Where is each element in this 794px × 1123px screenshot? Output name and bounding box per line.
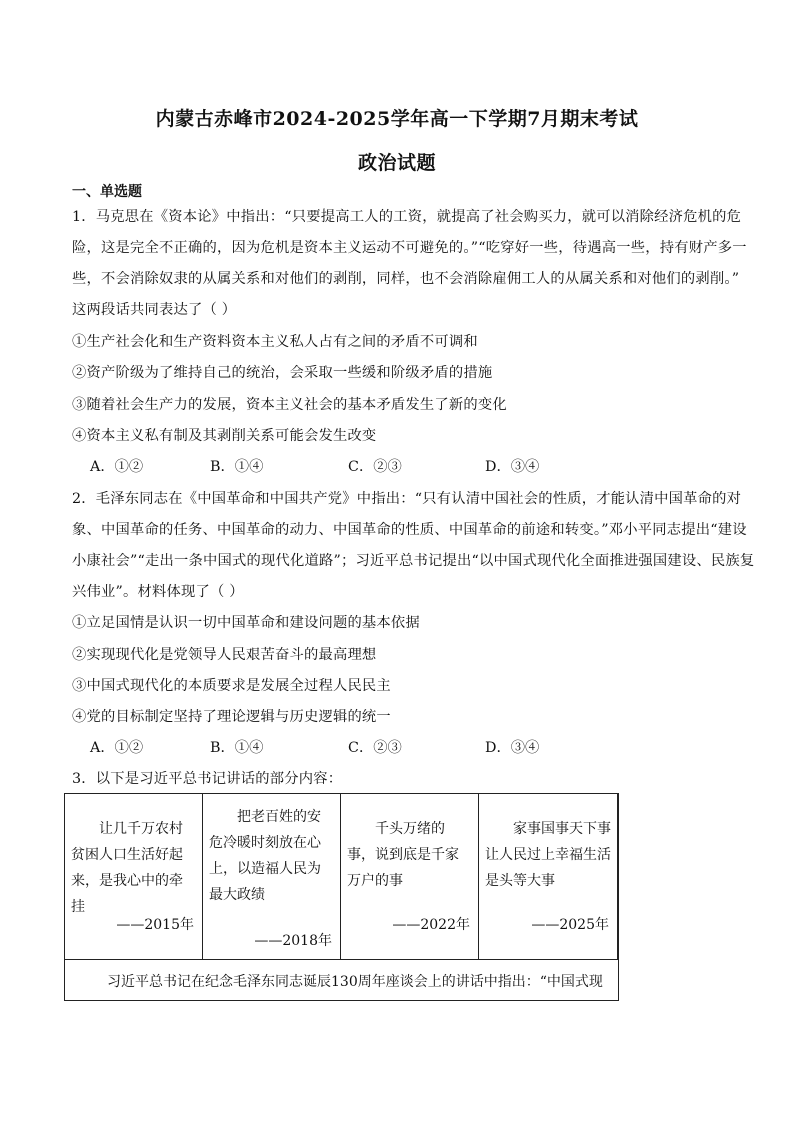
- quote-cell: [65, 794, 203, 959]
- q2-stem-line: 象、中国革命的任务、中国革命的动力、中国革命的性质、中国革命的前途和转变。”邓小平同志提出“建设: [72, 522, 747, 538]
- quote-cell: [203, 794, 341, 959]
- quote-year: ——2025年: [531, 917, 609, 933]
- q1-option-a[interactable]: A．①②: [90, 459, 144, 475]
- exam-subject: 政治试题: [357, 152, 436, 174]
- q2-stem-line: 2．毛泽东同志在《中国革命和中国共产党》中指出：“只有认清中国社会的性质，才能认清中国革命的对: [72, 491, 742, 507]
- section-heading: 一、单选题: [72, 184, 142, 200]
- quote-table: [64, 793, 619, 1001]
- q2-stem-line: 兴伟业”。材料体现了（ ）: [72, 584, 244, 600]
- quote-cell: [341, 794, 479, 959]
- q1-statement: ④资本主义私有制及其剥削关系可能会发生改变: [72, 428, 377, 444]
- quote-cell: [479, 794, 618, 959]
- quote-year: ——2015年: [116, 917, 194, 933]
- quote-text: 把老百姓的安危冷暖时刻放在心上，以造福人民为最大政绩: [209, 809, 321, 903]
- q3-intro: 3．以下是习近平总书记讲话的部分内容：: [72, 771, 343, 787]
- quote-year: ——2022年: [392, 917, 470, 933]
- q1-option-d[interactable]: D．③④: [485, 459, 540, 475]
- quote-text: 家事国事天下事让人民过上幸福生活是头等大事: [485, 821, 611, 889]
- quote-text: 千头万绪的事，说到底是千家万户的事: [347, 821, 459, 889]
- q1-stem-line: 些，不会消除奴隶的从属关系和对他们的剥削，同样，也不会消除雇佣工人的从属关系和对他们的剥削。”: [72, 271, 740, 287]
- q2-option-d[interactable]: D．③④: [485, 740, 540, 756]
- q2-statement: ④党的目标制定坚持了理论逻辑与历史逻辑的统一: [72, 709, 391, 725]
- q2-statement: ③中国式现代化的本质要求是发展全过程人民民主: [72, 678, 391, 694]
- q2-option-c[interactable]: C．②③: [348, 740, 402, 756]
- q2-option-b[interactable]: B．①④: [210, 740, 264, 756]
- exam-title: 内蒙古赤峰市2024-2025学年高一下学期7月期末考试: [155, 108, 639, 130]
- q2-statement: ①立足国情是认识一切中国革命和建设问题的基本依据: [72, 615, 420, 631]
- q1-stem-line: 1．马克思在《资本论》中指出：“只要提高工人的工资，就提高了社会购买力，就可以消除经济危机的危: [72, 209, 742, 225]
- q2-statement: ②实现现代化是党领导人民艰苦奋斗的最高理想: [72, 647, 377, 663]
- quote-year: ——2018年: [254, 933, 332, 949]
- q2-stem-line: 小康社会”“走出一条中国式的现代化道路”；习近平总书记提出“以中国式现代化全面推进强国建设、民族复: [72, 553, 755, 569]
- q1-option-c[interactable]: C．②③: [348, 459, 402, 475]
- q1-statement: ②资产阶级为了维持自己的统治，会采取一些缓和阶级矛盾的措施: [72, 365, 493, 381]
- quote-table-footer: 习近平总书记在纪念毛泽东同志诞辰130周年座谈会上的讲话中指出：“中国式现: [65, 959, 618, 1000]
- q2-option-a[interactable]: A．①②: [90, 740, 144, 756]
- q1-statement: ③随着社会生产力的发展，资本主义社会的基本矛盾发生了新的变化: [72, 397, 507, 413]
- q1-stem-line: 这两段话共同表达了（ ）: [72, 302, 237, 318]
- quote-text: 让几千万农村贫困人口生活好起来，是我心中的牵挂: [71, 821, 183, 915]
- q1-stem-line: 险，这是完全不正确的，因为危机是资本主义运动不可避免的。”“吃穿好一些，待遇高一些，持有财产多一: [72, 240, 747, 256]
- q1-statement: ①生产社会化和生产资料资本主义私人占有之间的矛盾不可调和: [72, 334, 478, 350]
- q1-option-b[interactable]: B．①④: [210, 459, 264, 475]
